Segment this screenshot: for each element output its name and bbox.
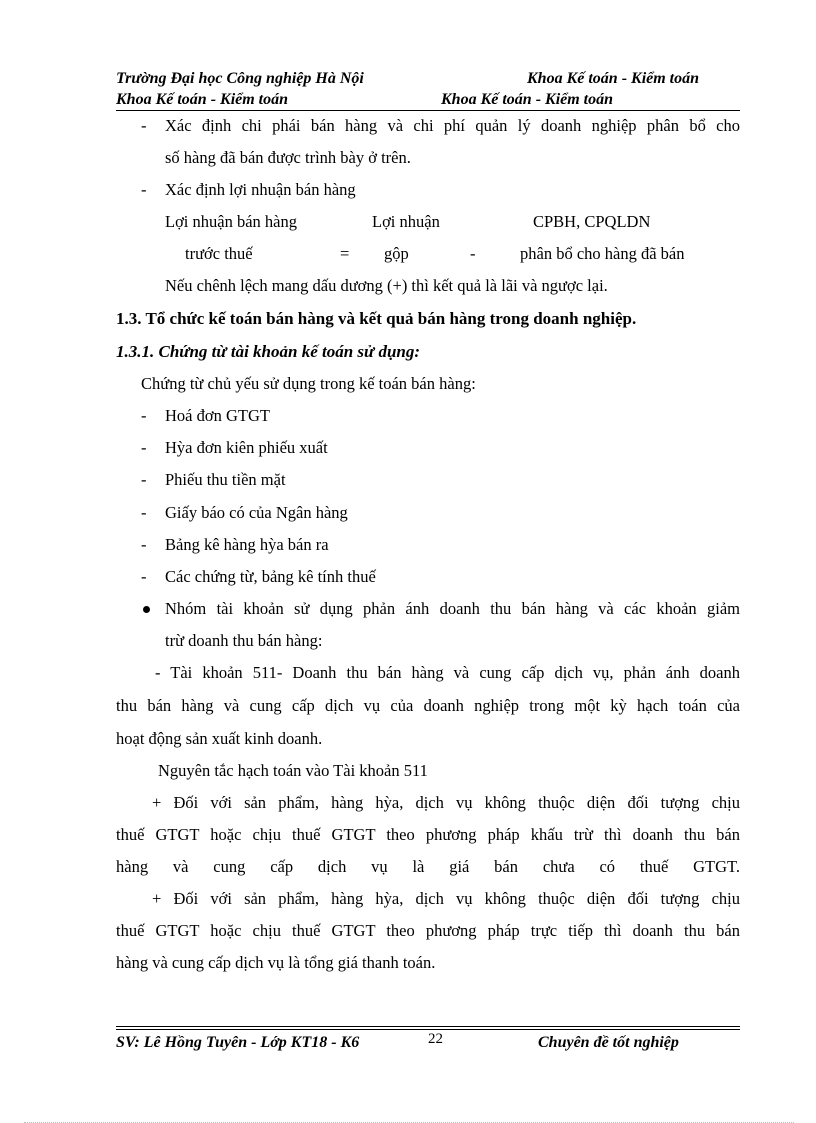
account-511-line2: thu bán hàng và cung cấp dịch vụ của doanh nghiệp trong một kỳ hạch toán của [116,696,740,715]
principle1-line2: thuế GTGT hoặc chịu thuế GTGT theo phương pháp khấu trừ thì doanh thu bán [116,825,740,844]
formula-minus: - [470,244,476,263]
account-511-line1: - Tài khoản 511- Doanh thu bán hàng và cung cấp dịch vụ, phản ánh doanh [155,663,740,682]
header-faculty-left: Khoa Kế toán - Kiểm toán [116,91,289,108]
account-group-line1: Nhóm tài khoản sử dụng phản ánh doanh thu bán hàng và các khoản giảm [165,599,740,618]
cost-allocation-line2: số hàng đã bán được trình bày ở trên. [165,148,411,167]
bullet-icon [143,606,150,613]
formula-equals: = [340,244,350,263]
footer-rule-top [116,1026,740,1027]
list-item: Các chứng từ, bảng kê tính thuế [165,567,376,586]
header-faculty-center: Khoa Kế toán - Kiểm toán [441,91,614,108]
formula-gross: gộp [384,244,409,263]
page-number: 22 [428,1031,443,1047]
header-school: Trường Đại học Công nghiệp Hà Nội [116,70,364,87]
list-dash: - [141,535,147,554]
formula-allocated: phân bổ cho hàng đã bán [520,244,685,263]
list-item: Phiếu thu tiền mặt [165,470,286,489]
list-item: Hỳa đơn kiên phiếu xuất [165,438,328,457]
account-group-line2: trừ doanh thu bán hàng: [165,631,323,650]
formula-profit-label: Lợi nhuận bán hàng [165,212,297,231]
list-dash: - [141,503,147,522]
account-511-line3: hoạt động sản xuất kinh doanh. [116,729,323,748]
list-dash: - [141,567,147,586]
principle-heading: Nguyên tắc hạch toán vào Tài khoản 511 [158,761,428,780]
profit-item: Xác định lợi nhuận bán hàng [165,180,356,199]
section-heading-1-3: 1.3. Tổ chức kế toán bán hàng và kết quả bán hàng trong doanh nghiệp. [116,309,637,328]
list-dash: - [141,116,147,135]
footer-rule-bottom [116,1029,740,1030]
principle1-line1: + Đối với sản phẩm, hàng hỳa, dịch vụ không thuộc diện đối tượng chịu [152,793,740,812]
list-item: Hoá đơn GTGT [165,406,270,425]
formula-before-tax: trước thuế [185,244,253,263]
header-rule [116,110,740,111]
principle1-line3: hàng và cung cấp dịch vụ là giá bán chưa có thuế GTGT. [116,857,740,876]
list-item: Bảng kê hàng hỳa bán ra [165,535,329,554]
principle2-line3: hàng và cung cấp dịch vụ là tổng giá thanh toán. [116,953,436,972]
formula-cost-label: CPBH, CPQLDN [533,212,651,231]
footer-title: Chuyên đề tốt nghiệp [538,1034,679,1051]
list-dash: - [141,406,147,425]
principle2-line1: + Đối với sản phẩm, hàng hỳa, dịch vụ không thuộc diện đối tượng chịu [152,889,740,908]
list-dash: - [141,180,147,199]
documents-intro: Chứng từ chủ yếu sử dụng trong kế toán bán hàng: [141,374,476,393]
list-dash: - [141,470,147,489]
footer-student: SV: Lê Hồng Tuyên - Lớp KT18 - K6 [116,1034,360,1051]
principle2-line2: thuế GTGT hoặc chịu thuế GTGT theo phương pháp trực tiếp thì doanh thu bán [116,921,740,940]
list-item: Giấy báo có của Ngân hàng [165,503,348,522]
list-dash: - [141,438,147,457]
formula-gross-label: Lợi nhuận [372,212,440,231]
profit-note: Nếu chênh lệch mang dấu dương (+) thì kết quả là lãi và ngược lại. [165,276,608,295]
cost-allocation-line1: Xác định chi phái bán hàng và chi phí quản lý doanh nghiệp phân bổ cho [165,116,740,135]
section-heading-1-3-1: 1.3.1. Chứng từ tài khoản kế toán sử dụng: [116,342,421,361]
header-faculty-right: Khoa Kế toán - Kiểm toán [527,70,700,87]
